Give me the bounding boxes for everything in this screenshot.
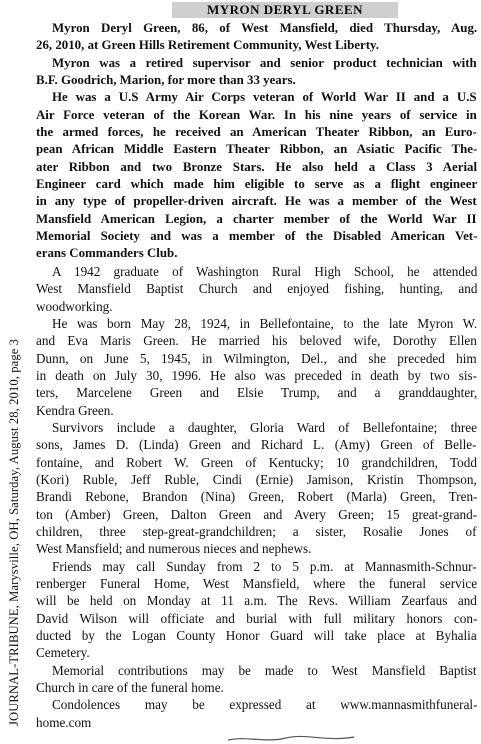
text-line: ater Ribbon and two Bronze Stars. He also held a Class 3 Aerial [36,159,477,174]
obituary-body [36,20,477,731]
obituary-paragraph [36,20,477,55]
obituary-paragraph [36,419,477,558]
text-line: ters, Marcelene Green and Elsie Trump, and a granddaughter, [36,385,477,401]
text-line: Myron was a retired supervisor and senior product technician with [52,55,477,70]
text-line: Church in care of the funeral home. [36,680,224,696]
text-line: 26, 2010, at Green Hills Retirement Community, West Liberty. [36,38,380,53]
obituary-clipping [36,0,477,744]
text-line: Dunn, on June 5, 1945, in Wilmington, Del., and she preceded him [36,350,477,366]
text-line: A 1942 graduate of Washington Rural High School, he attended [52,263,477,279]
text-line: children, three step-great-grandchildren; a sister, Rosalie Jones of [36,523,477,539]
obituary-paragraph [36,89,477,262]
text-line: in any type of propeller-driven aircraft. He was a member of the West [36,194,477,209]
obituary-paragraph [36,696,477,731]
text-line: West Mansfield; and numerous nieces and nephews. [36,541,312,557]
obituary-paragraph [36,263,477,315]
text-line: Brandi Rebone, Brandon (Nina) Green, Robert (Marla) Green, Tren- [36,489,477,505]
text-line: Myron Deryl Green, 86, of West Mansfield, died Thursday, Aug. [52,21,477,35]
text-line: woodworking. [36,298,113,314]
text-line: David Wilson will officiate and burial with full military honors con- [36,610,477,626]
text-line: Mansfield American Legion, a charter member of the World War II [36,211,477,226]
text-line: Kendra Green. [36,402,114,418]
text-line: West Mansfield Baptist Church and enjoyed fishing, hunting, and [36,281,477,297]
text-line: ducted by the Logan County Honor Guard will take place at Byhalia [36,628,477,644]
text-line: fontaine, and Robert W. Green of Kentucky; 10 grandchildren, Todd [36,454,477,470]
text-line: Survivors include a daughter, Gloria Ward of Bellefontaine; three [52,419,477,435]
obituary-paragraph [36,55,477,90]
text-line: erans Commanders Club. [36,246,178,261]
text-line: ton (Amber) Green, Dalton Green and Avery Green; 15 great-grand- [36,506,477,522]
text-line: home.com [36,714,92,730]
text-line: pean African Middle Eastern Theater Ribbon, an Asiatic Pacific The- [36,142,477,157]
text-line: will be held on Monday at 11 a.m. The Revs. William Zearfaus and [36,593,477,609]
text-line: Engineer card which made him eligible to serve as a flight engineer [36,177,477,192]
side-caption [4,10,24,730]
obituary-paragraph [36,315,477,419]
text-line: Friends may call Sunday from 2 to 5 p.m. at Mannasmith-Schnur- [52,558,477,574]
text-line: Cemetery. [36,645,90,661]
text-line: the armed forces, he received an American Theater Ribbon, an Euro- [36,125,477,140]
obituary-paragraph [36,662,477,697]
obituary-title: MYRON DERYL GREEN [172,2,398,18]
text-line: in death on July 30, 1996. He also was preceded in death by two sis- [36,367,477,383]
text-line: Memorial Society and was a member of the Disabled American Vet- [36,229,477,244]
text-line: He was a U.S Army Air Corps veteran of World War II and a U.S [52,90,477,105]
text-line: Memorial contributions may be made to West Mansfield Baptist [52,662,477,678]
obituary-paragraph [36,558,477,662]
text-line: (Kori) Ruble, Jeff Ruble, Cindi (Ernie) Jamison, Kristin Thompson, [36,471,477,487]
text-line: renberger Funeral Home, West Mansfield, where the funeral service [36,576,477,591]
text-line: Air Force veteran of the Korean War. In his nine years of service in [36,107,477,122]
text-line: B.F. Goodrich, Marion, for more than 33 years. [36,73,296,88]
side-caption-text: JOURNAL-TRIBUNE, Marysville, OH, Saturday, August 28, 2010, page 3 [7,338,21,726]
torn-edge-mark [226,734,356,744]
text-line: and Eva Maris Green. He married his beloved wife, Dorothy Ellen [36,333,477,349]
text-line: Condolences may be expressed at www.mannasmithfuneral- [52,697,477,713]
text-line: He was born May 28, 1924, in Bellefontaine, to the late Myron W. [52,315,477,331]
text-line: sons, James D. (Linda) Green and Richard L. (Amy) Green of Belle- [36,437,477,453]
